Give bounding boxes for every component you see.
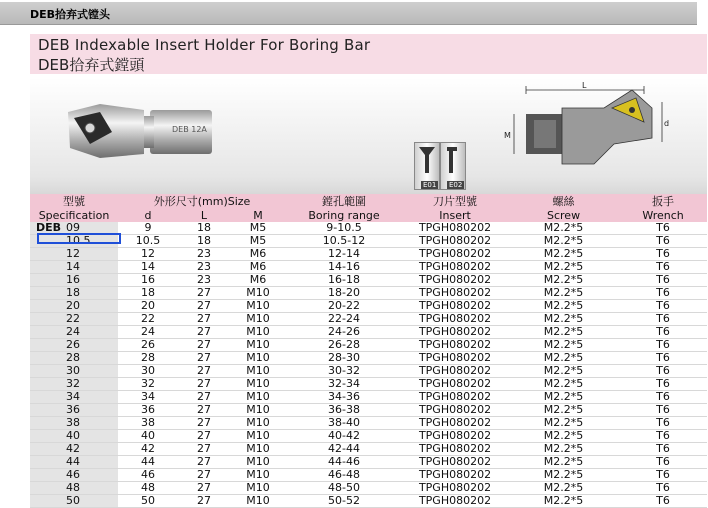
insert-cell: TPGH080202: [402, 352, 508, 365]
wrench-cell: T6: [619, 235, 707, 248]
spec-cell: [30, 287, 118, 300]
spec-size: 40: [66, 429, 80, 442]
range-cell: 28-30: [286, 352, 402, 365]
m-cell: M10: [230, 430, 286, 443]
table-row: [30, 300, 707, 313]
wrench-cell: T6: [619, 300, 707, 313]
d-cell: 9: [118, 222, 178, 235]
l-cell: 27: [178, 352, 230, 365]
spec-cell: [30, 391, 118, 404]
range-cell: 44-46: [286, 456, 402, 469]
spec-size: 12: [66, 247, 80, 260]
l-cell: 18: [178, 235, 230, 248]
spec-cell: [30, 430, 118, 443]
m-cell: M6: [230, 261, 286, 274]
spec-size: 36: [66, 403, 80, 416]
d-cell: 26: [118, 339, 178, 352]
m-cell: M10: [230, 417, 286, 430]
product-title-cn: DEB拾弃式鏜頭: [38, 56, 145, 74]
d-cell: 24: [118, 326, 178, 339]
spec-cell: [30, 326, 118, 339]
m-cell: M10: [230, 391, 286, 404]
wrench-cell: T6: [619, 365, 707, 378]
insert-cell: TPGH080202: [402, 339, 508, 352]
spec-size: 42: [66, 442, 80, 455]
d-cell: 42: [118, 443, 178, 456]
screw-part: [414, 142, 440, 190]
product-title-en: DEB Indexable Insert Holder For Boring Bar: [38, 36, 371, 54]
spec-size: 18: [66, 286, 80, 299]
product-panel: [30, 34, 707, 507]
l-cell: 27: [178, 300, 230, 313]
wrench-cell: T6: [619, 261, 707, 274]
l-cell: 27: [178, 469, 230, 482]
d-cell: 18: [118, 287, 178, 300]
range-cell: 36-38: [286, 404, 402, 417]
product-title-box: [30, 34, 707, 74]
insert-cell: TPGH080202: [402, 443, 508, 456]
dim-d-label: d: [664, 119, 670, 128]
wrench-cell: T6: [619, 495, 707, 508]
insert-cell: TPGH080202: [402, 235, 508, 248]
d-cell: 28: [118, 352, 178, 365]
d-cell: 50: [118, 495, 178, 508]
d-header: d: [118, 208, 178, 222]
m-cell: M10: [230, 456, 286, 469]
table-row: [30, 430, 707, 443]
l-cell: 27: [178, 443, 230, 456]
wrench-cell: T6: [619, 352, 707, 365]
table-row: [30, 482, 707, 495]
wrench-icon: [441, 143, 465, 179]
wrench-cell: T6: [619, 248, 707, 261]
table-row: [30, 378, 707, 391]
wrench-cell: T6: [619, 417, 707, 430]
d-cell: 32: [118, 378, 178, 391]
screw-cell: M2.2*5: [508, 261, 619, 274]
spec-cell: [30, 352, 118, 365]
d-cell: 48: [118, 482, 178, 495]
m-cell: M10: [230, 443, 286, 456]
wrench-cell: T6: [619, 443, 707, 456]
spec-size: 34: [66, 390, 80, 403]
table-row: [30, 222, 707, 235]
range-cell: 40-42: [286, 430, 402, 443]
range-cell: 38-40: [286, 417, 402, 430]
spec-cell: [30, 222, 118, 235]
insert-cell: TPGH080202: [402, 456, 508, 469]
spec-size: 20: [66, 299, 80, 312]
dim-m-label: M: [504, 131, 511, 140]
m-cell: M10: [230, 326, 286, 339]
m-cell: M10: [230, 469, 286, 482]
screw-cell: M2.2*5: [508, 456, 619, 469]
screw-cell: M2.2*5: [508, 287, 619, 300]
table-row: [30, 339, 707, 352]
screw-cell: M2.2*5: [508, 378, 619, 391]
spec-cell: [30, 313, 118, 326]
top-bar: [0, 2, 697, 25]
l-cell: 27: [178, 287, 230, 300]
table-row: [30, 235, 707, 248]
table-row: [30, 469, 707, 482]
range-cell: 16-18: [286, 274, 402, 287]
range-cell: 18-20: [286, 287, 402, 300]
d-cell: 20: [118, 300, 178, 313]
table-row: [30, 443, 707, 456]
range-cell: 9-10.5: [286, 222, 402, 235]
l-cell: 27: [178, 391, 230, 404]
screw-cell: M2.2*5: [508, 274, 619, 287]
holder-stamp: DEB 12A: [172, 125, 207, 134]
table-row: [30, 313, 707, 326]
table-row: [30, 326, 707, 339]
spec-cell: [30, 365, 118, 378]
spec-size: 46: [66, 468, 80, 481]
range-cell: 30-32: [286, 365, 402, 378]
range-cell: 12-14: [286, 248, 402, 261]
m-cell: M10: [230, 365, 286, 378]
insert-cell: TPGH080202: [402, 417, 508, 430]
d-cell: 16: [118, 274, 178, 287]
d-cell: 12: [118, 248, 178, 261]
range-cell: 26-28: [286, 339, 402, 352]
range-cell: 32-34: [286, 378, 402, 391]
l-cell: 27: [178, 417, 230, 430]
screw-cell: M2.2*5: [508, 352, 619, 365]
d-cell: 14: [118, 261, 178, 274]
m-cell: M10: [230, 313, 286, 326]
insert-cell: TPGH080202: [402, 300, 508, 313]
insert-cell: TPGH080202: [402, 248, 508, 261]
insert-cell: TPGH080202: [402, 222, 508, 235]
table-row: [30, 365, 707, 378]
range-cell: 34-36: [286, 391, 402, 404]
l-cell: 27: [178, 456, 230, 469]
l-cell: 23: [178, 274, 230, 287]
spec-header-cn: 型號: [30, 194, 118, 208]
table-row: [30, 404, 707, 417]
screw-header-en: Screw: [508, 208, 619, 222]
range-cell: 10.5-12: [286, 235, 402, 248]
screw-cell: M2.2*5: [508, 391, 619, 404]
insert-header-en: Insert: [402, 208, 508, 222]
l-cell: 27: [178, 339, 230, 352]
m-cell: M5: [230, 235, 286, 248]
screw-cell: M2.2*5: [508, 339, 619, 352]
wrench-header-cn: 扳手: [619, 194, 707, 208]
spec-size: 09: [66, 221, 80, 234]
spec-size: 44: [66, 455, 80, 468]
l-cell: 27: [178, 482, 230, 495]
spec-cell: [30, 339, 118, 352]
d-cell: 22: [118, 313, 178, 326]
screw-cell: M2.2*5: [508, 495, 619, 508]
l-cell: 23: [178, 248, 230, 261]
spec-size: 10.5: [66, 234, 91, 247]
wrench-cell: T6: [619, 274, 707, 287]
m-cell: M6: [230, 248, 286, 261]
wrench-header-en: Wrench: [619, 208, 707, 222]
l-cell: 27: [178, 404, 230, 417]
m-cell: M10: [230, 404, 286, 417]
range-header-cn: 鏜孔範圍: [286, 194, 402, 208]
table-row: [30, 352, 707, 365]
screw-cell: M2.2*5: [508, 313, 619, 326]
m-cell: M10: [230, 339, 286, 352]
l-cell: 27: [178, 326, 230, 339]
wrench-cell: T6: [619, 391, 707, 404]
d-cell: 44: [118, 456, 178, 469]
spec-size: 48: [66, 481, 80, 494]
spec-cell: [30, 378, 118, 391]
range-cell: 46-48: [286, 469, 402, 482]
screw-cell: M2.2*5: [508, 235, 619, 248]
table-row: [30, 274, 707, 287]
wrench-part: [440, 142, 466, 190]
d-cell: 10.5: [118, 235, 178, 248]
spec-size: 50: [66, 494, 80, 507]
m-cell: M10: [230, 287, 286, 300]
table-row: [30, 456, 707, 469]
screw-cell: M2.2*5: [508, 469, 619, 482]
spec-cell: [30, 417, 118, 430]
insert-cell: TPGH080202: [402, 391, 508, 404]
spec-cell: [30, 248, 118, 261]
range-cell: 24-26: [286, 326, 402, 339]
d-cell: 46: [118, 469, 178, 482]
d-cell: 36: [118, 404, 178, 417]
wrench-cell: T6: [619, 430, 707, 443]
l-cell: 23: [178, 261, 230, 274]
insert-cell: TPGH080202: [402, 482, 508, 495]
wrench-cell: T6: [619, 326, 707, 339]
table-row: [30, 248, 707, 261]
wrench-cell: T6: [619, 482, 707, 495]
screw-cell: M2.2*5: [508, 365, 619, 378]
m-cell: M10: [230, 495, 286, 508]
technical-drawing: [494, 78, 674, 188]
l-header: L: [178, 208, 230, 222]
spec-table-body: [30, 222, 707, 508]
spec-size: 30: [66, 364, 80, 377]
header-row-2: [30, 208, 707, 222]
spec-cell: [30, 261, 118, 274]
product-image-band: [30, 78, 707, 194]
table-row: [30, 417, 707, 430]
insert-cell: TPGH080202: [402, 274, 508, 287]
range-cell: 48-50: [286, 482, 402, 495]
l-cell: 27: [178, 313, 230, 326]
screw-cell: M2.2*5: [508, 326, 619, 339]
d-cell: 40: [118, 430, 178, 443]
wrench-cell: T6: [619, 404, 707, 417]
m-cell: M10: [230, 352, 286, 365]
spec-cell: [30, 404, 118, 417]
insert-cell: TPGH080202: [402, 430, 508, 443]
wrench-cell: T6: [619, 222, 707, 235]
wrench-cell: T6: [619, 378, 707, 391]
d-cell: 34: [118, 391, 178, 404]
screw-cell: M2.2*5: [508, 222, 619, 235]
d-cell: 30: [118, 365, 178, 378]
wrench-cell: T6: [619, 339, 707, 352]
screw-cell: M2.2*5: [508, 300, 619, 313]
size-header: 外形尺寸(mm)Size: [118, 194, 286, 208]
spec-size: 28: [66, 351, 80, 364]
m-cell: M10: [230, 482, 286, 495]
range-cell: 50-52: [286, 495, 402, 508]
table-row: [30, 261, 707, 274]
insert-cell: TPGH080202: [402, 326, 508, 339]
spec-size: 16: [66, 273, 80, 286]
spec-cell: [30, 495, 118, 508]
spec-cell: [30, 443, 118, 456]
screw-cell: M2.2*5: [508, 443, 619, 456]
table-row: [30, 495, 707, 508]
wrench-cell: T6: [619, 456, 707, 469]
m-header: M: [230, 208, 286, 222]
range-cell: 20-22: [286, 300, 402, 313]
spec-cell: [30, 300, 118, 313]
spec-cell: [30, 469, 118, 482]
insert-cell: TPGH080202: [402, 313, 508, 326]
m-cell: M6: [230, 274, 286, 287]
wrench-cell: T6: [619, 287, 707, 300]
spec-cell: [30, 456, 118, 469]
insert-cell: TPGH080202: [402, 287, 508, 300]
l-cell: 27: [178, 495, 230, 508]
insert-cell: TPGH080202: [402, 365, 508, 378]
l-cell: 27: [178, 430, 230, 443]
screw-cell: M2.2*5: [508, 430, 619, 443]
wrench-cell: T6: [619, 469, 707, 482]
range-cell: 42-44: [286, 443, 402, 456]
dim-l-label: L: [582, 81, 587, 90]
header-row-1: [30, 194, 707, 208]
insert-cell: TPGH080202: [402, 404, 508, 417]
screw-cell: M2.2*5: [508, 417, 619, 430]
screw-cell: M2.2*5: [508, 482, 619, 495]
table-row: [30, 287, 707, 300]
spec-cell: [30, 482, 118, 495]
spec-cell: [30, 274, 118, 287]
spec-size: 14: [66, 260, 80, 273]
spec-size: 22: [66, 312, 80, 325]
range-cell: 22-24: [286, 313, 402, 326]
l-cell: 27: [178, 365, 230, 378]
screw-cell: M2.2*5: [508, 404, 619, 417]
spec-size: 26: [66, 338, 80, 351]
insert-cell: TPGH080202: [402, 469, 508, 482]
spec-size: 32: [66, 377, 80, 390]
spec-cell: [30, 235, 118, 248]
spec-header-en: Specification: [30, 208, 118, 222]
insert-header-cn: 刀片型號: [402, 194, 508, 208]
insert-cell: TPGH080202: [402, 378, 508, 391]
spec-prefix: DEB: [36, 221, 62, 234]
spec-size: 38: [66, 416, 80, 429]
range-header-en: Boring range: [286, 208, 402, 222]
m-cell: M10: [230, 378, 286, 391]
page-title: DEB拾弃式镗头: [30, 8, 111, 21]
wrench-cell: T6: [619, 313, 707, 326]
spec-size: 24: [66, 325, 80, 338]
m-cell: M5: [230, 222, 286, 235]
screw-cell: M2.2*5: [508, 248, 619, 261]
l-cell: 27: [178, 378, 230, 391]
screw-header-cn: 螺絲: [508, 194, 619, 208]
spec-table: [30, 194, 707, 508]
table-row: [30, 391, 707, 404]
holder-photo: [60, 82, 230, 172]
insert-cell: TPGH080202: [402, 261, 508, 274]
part-label-e01: E01: [423, 181, 437, 189]
insert-cell: TPGH080202: [402, 495, 508, 508]
part-label-e02: E02: [449, 181, 463, 189]
range-cell: 14-16: [286, 261, 402, 274]
d-cell: 38: [118, 417, 178, 430]
m-cell: M10: [230, 300, 286, 313]
l-cell: 18: [178, 222, 230, 235]
screw-icon: [415, 143, 439, 179]
